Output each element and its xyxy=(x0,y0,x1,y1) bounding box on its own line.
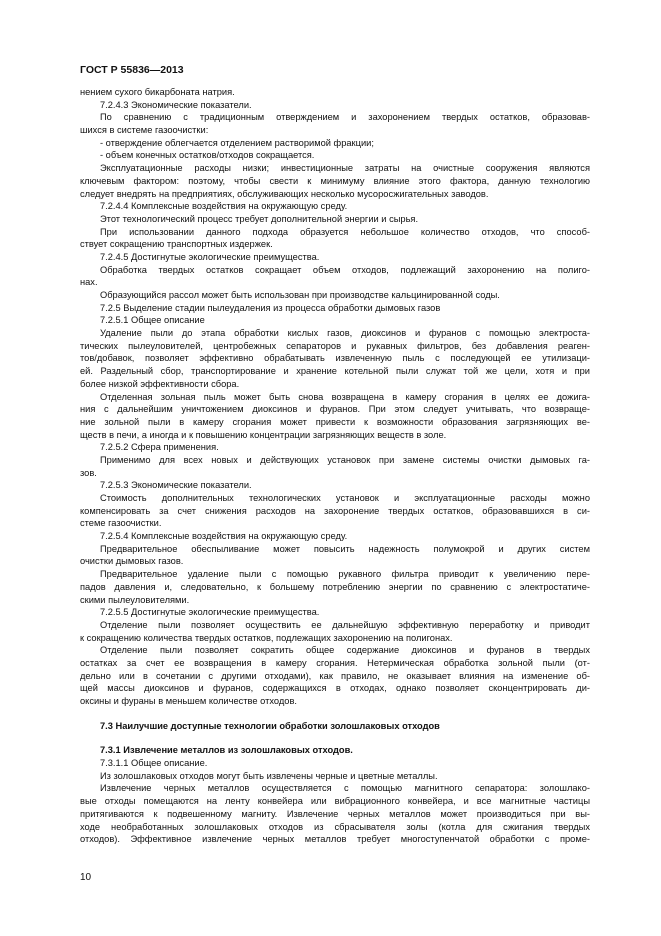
text-line: Из золошлаковых отходов могут быть извлечены черные и цветные металлы. xyxy=(100,770,438,781)
text-line: Удаление пыли до этапа обработки кислых газов, диоксинов и фуранов с помощью электроста- xyxy=(100,328,590,339)
text-line: ществ в печи, а иногда и к повышению концентрации загрязняющих веществ в золе. xyxy=(80,429,447,440)
text-line: стеме газоочистки. xyxy=(80,518,162,529)
paragraph-gap xyxy=(80,732,590,744)
text-line: По сравнению с традиционным отверждением и захоронением твердых остатков, образовав- xyxy=(100,112,590,123)
document-header: ГОСТ Р 55836—2013 xyxy=(80,64,184,76)
section-heading: 7.3.1 Извлечение металлов из золошлаковых отходов. xyxy=(100,745,353,756)
text-line: дельно или в сочетании с другими отходами), как правило, не оказывает влияния на изменение об- xyxy=(80,670,590,681)
text-line: Предварительное обеспыливание может повысить надежность полумокрой и других систем xyxy=(100,543,590,554)
text-line: Отделение пыли позволяет осуществить ее дальнейшую эффективную переработку и приводит xyxy=(100,619,590,630)
text-line: скими пылеуловителями. xyxy=(80,594,190,605)
text-line: к сокращению количества твердых остатков, подлежащих захоронению на полигонах. xyxy=(80,632,453,643)
document-body xyxy=(80,86,590,846)
text-line: нах. xyxy=(80,277,98,288)
text-line: ствует сокращению транспортных издержек. xyxy=(80,239,273,250)
text-line: Обработка твердых остатков сокращает объем отходов, подлежащий захоронению на полиго- xyxy=(100,264,590,275)
text-line: 7.2.5.4 Комплексные воздействия на окружающую среду. xyxy=(100,531,348,542)
text-line: 7.3.1.1 Общее описание. xyxy=(100,758,208,769)
text-line: 7.2.5 Выделение стадии пылеудаления из процесса обработки дымовых газов xyxy=(100,302,441,313)
text-line: остатках за счет ее возвращения в камеру сгорания. Нетермическая обработка зольной пыли (от- xyxy=(80,657,590,668)
text-line: При использовании данного подхода образуется небольшое количество отходов, что способ- xyxy=(100,226,590,237)
text-line: вые отходы помещаются на ленту конвейера или вибрационного конвейера, и все магнитные частицы xyxy=(80,796,590,807)
text-line: отходов). Эффективное извлечение черных металлов требует многоступенчатой обработки с проме- xyxy=(80,834,590,845)
text-line: ходе необработанных золошлаковых отходов из сбрасывателя золы (котла для сжигания твердых xyxy=(80,821,590,832)
text-line: 7.2.4.3 Экономические показатели. xyxy=(100,99,252,110)
text-line: следует внедрять на предприятиях, обслуживающих несколько мусоросжигательных заводов. xyxy=(80,188,489,199)
text-line: ния с дальнейшим уничтожением диоксинов и фуранов. При этом следует учитывать, что возвраще- xyxy=(80,404,590,415)
text-line: Эксплуатационные расходы низки; инвестиционные затраты на очистные сооружения являются xyxy=(100,163,590,174)
text-line: шихся в системе газоочистки: xyxy=(80,125,209,136)
text-line: Отделение пыли позволяет сократить общее содержание диоксинов и фуранов в твердых xyxy=(100,645,590,656)
text-line: щей массы диоксинов и фуранов, содержащихся в отходах, однако позволяет сконцентрировать ди- xyxy=(80,683,590,694)
text-line: - отверждение облегчается отделением растворимой фракции; xyxy=(100,137,374,148)
text-line: 7.2.5.5 Достигнутые экологические преимущества. xyxy=(100,607,320,618)
text-line: компенсировать за счет снижения расходов на захоронение твердых остатков, образовавшихся в си- xyxy=(80,505,590,516)
paragraph-gap xyxy=(80,708,590,720)
text-line: притягиваются к подвешенному магниту. Извлечение черных металлов может производиться при вы- xyxy=(80,808,590,819)
text-line: Извлечение черных металлов осуществляется с помощью магнитного сепаратора: золошлако- xyxy=(100,783,590,794)
text-line: - объем конечных остатков/отходов сокращается. xyxy=(100,150,315,161)
text-line: Отделенная зольная пыль может быть снова возвращена в камеру сгорания в целях ее дожига- xyxy=(100,391,590,402)
text-line: более низкой эффективности сбора. xyxy=(80,378,240,389)
text-line: 7.2.5.1 Общее описание xyxy=(100,315,205,326)
text-line: оксины и фураны в меньшем количестве отходов. xyxy=(80,696,297,706)
text-line: 7.2.5.3 Экономические показатели. xyxy=(100,480,252,491)
text-line: тических пылеуловителей, центробежных сепараторов и рукавных фильтров, без добавления реаген- xyxy=(80,340,590,351)
page-number: 10 xyxy=(80,872,92,883)
text-line: нением сухого бикарбоната натрия. xyxy=(80,87,235,97)
text-line: ей. Раздельный сбор, транспортирование и хранение котельной пыли служат той же цели, хотя и при xyxy=(80,366,590,377)
text-line: Стоимость дополнительных технологических установок и эксплуатационные расходы можно xyxy=(100,493,590,503)
text-line: ние зольной пыли в камеру сгорания может привести к возможности образования загрязняющих ве- xyxy=(80,416,590,427)
text-line: 7.2.4.5 Достигнутые экологические преимущества. xyxy=(100,251,320,262)
text-line: Предварительное удаление пыли с помощью рукавного фильтра приводит к увеличению пере- xyxy=(100,569,590,580)
text-line: падов давления и, следовательно, к большему потреблению энергии по сравнению с электростатиче- xyxy=(80,581,590,592)
text-line: очистки дымовых газов. xyxy=(80,556,184,567)
text-line: Применимо для всех новых и действующих установок при замене системы очистки дымовых га- xyxy=(100,454,590,465)
text-line: ключевым фактором: поэтому, чтобы свести к минимуму влияние этого фактора, данную технологию xyxy=(80,175,590,186)
text-line: зов. xyxy=(80,467,97,478)
text-line: 7.2.5.2 Сфера применения. xyxy=(100,442,219,453)
section-heading: 7.3 Наилучшие доступные технологии обработки золошлаковых отходов xyxy=(100,720,440,731)
text-line: тов/добавок, позволяет эффективно обрабатывать извлеченную пыль с последующей ее утилизаци- xyxy=(80,353,590,364)
text-line: Образующийся рассол может быть использован при производстве кальцинированной соды. xyxy=(100,290,500,300)
text-line: 7.2.4.4 Комплексные воздействия на окружающую среду. xyxy=(100,201,348,212)
text-line: Этот технологический процесс требует дополнительной энергии и сырья. xyxy=(100,213,419,224)
